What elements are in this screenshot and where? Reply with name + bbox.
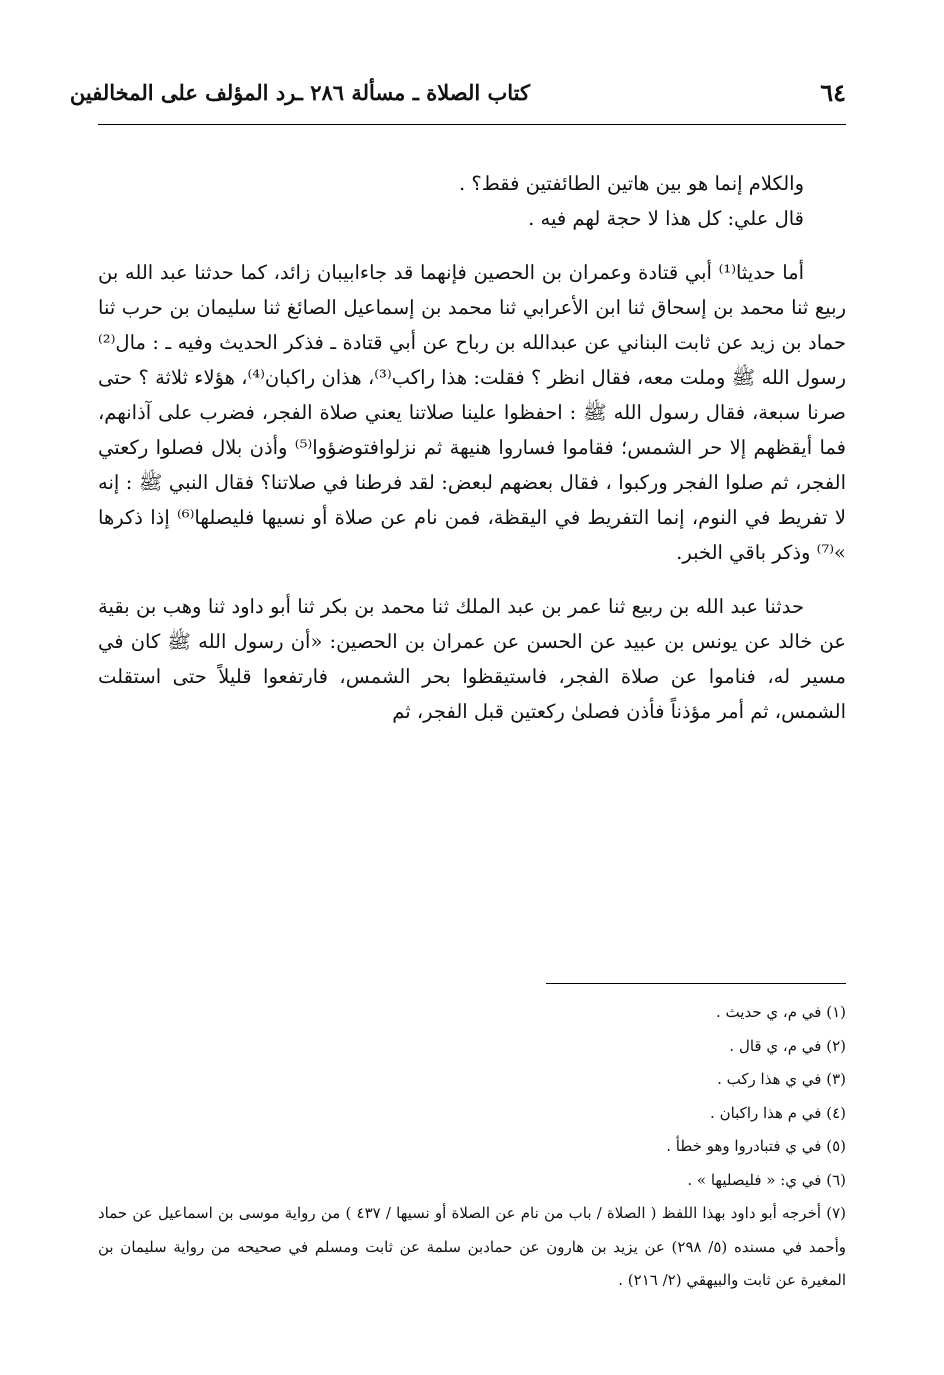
paragraph: قال علي: كل هذا لا حجة لهم فيه . <box>528 207 804 230</box>
main-text <box>98 166 846 729</box>
footnote: (٧) أخرجه أبو داود بهذا اللفظ ( الصلاة / باب من نام عن الصلاة أو نسيها / ٤٣٧ ) من رواية موسى بن اسماعيل عن حماد وأحمد في مسنده (٥/ ٢٩٨) عن يزيد بن هارون عن حمادبن سلمة عن ثابت ومسلم في صحيحه من رواية سليمان بن المغيرة عن ثابت والبيهقي (٢/ ٢١٦) . <box>98 1204 847 1289</box>
footnote-divider <box>546 983 846 984</box>
footnote: (٤) في م هذا راكبان . <box>710 1103 846 1122</box>
footnote: (٢) في م، ي قال . <box>729 1036 846 1055</box>
paragraph: حدثنا عبد الله بن ربيع ثنا عمر بن عبد الملك ثنا محمد بن بكر ثنا أبو داود ثنا وهب بن بقية عن خالد عن يونس بن عبيد عن الحسن عن عمران بن الحصين: «أن رسول الله ﷺ كان في مسير له، فناموا عن صلاة الفجر، فاستيقظوا بحر الشمس، فارتفعوا قليلاً حتى استقلت الشمس، ثم أمر مؤذناً فأذن فصلىٰ ركعتين قبل الفجر، ثم <box>98 595 846 723</box>
footnote: (٣) في ي هذا ركب . <box>717 1070 846 1088</box>
footnotes <box>98 996 846 1298</box>
page-header <box>69 76 846 116</box>
footnote: (٦) في ي: « فليصليها » . <box>687 1170 846 1189</box>
paragraph: والكلام إنما هو بين هاتين الطائفتين فقط؟ . <box>458 172 804 195</box>
running-title: كتاب الصلاة ـ مسألة ٢٨٦ ـرد المؤلف على المخالفين <box>69 80 530 105</box>
paragraph: أما حديثا⁽¹⁾ أبي قتادة وعمران بن الحصين فإنهما قد جاءابيبان زائد، كما حدثنا عبد الله بن ربيع ثنا محمد بن إسحاق ثنا ابن الأعرابي ثنا محمد بن إسماعيل الصائغ ثنا سليمان بن حرب ثنا حماد بن زيد عن ثابت البناني عن عبدالله بن رباح عن أبي قتادة ـ فذكر الحديث وفيه ـ : مال⁽²⁾ رسول الله ﷺ وملت معه، فقال انظر ؟ فقلت: هذا راكب⁽³⁾، هذان راكبان⁽⁴⁾، هؤلاء ثلاثة ؟ حتى صرنا سبعة، فقال رسول الله ﷺ : احفظوا علينا صلاتنا يعني صلاة الفجر، فضرب على آذانهم، فما أيقظهم إلا حر الشمس؛ فقاموا فساروا هنيهة ثم نزلوافتوضؤوا⁽⁵⁾ وأذن بلال فصلوا ركعتي الفجر، ثم صلوا الفجر وركبوا ، فقال بعضهم لبعض: لقد فرطنا في صلاتنا؟ فقال النبي ﷺ : إنه لا تفريط في النوم، إنما التفريط في اليقظة، فمن نام عن صلاة أو نسيها فليصلها⁽⁶⁾ إذا ذكرها »⁽⁷⁾ وذكر باقي الخبر. <box>98 261 846 564</box>
footnote: (٥) في ي فتبادروا وهو خطأ . <box>666 1137 846 1155</box>
footnote: (١) في م، ي حديث . <box>716 1003 846 1021</box>
page-number: ٦٤ <box>820 78 846 107</box>
header-divider <box>98 124 846 125</box>
